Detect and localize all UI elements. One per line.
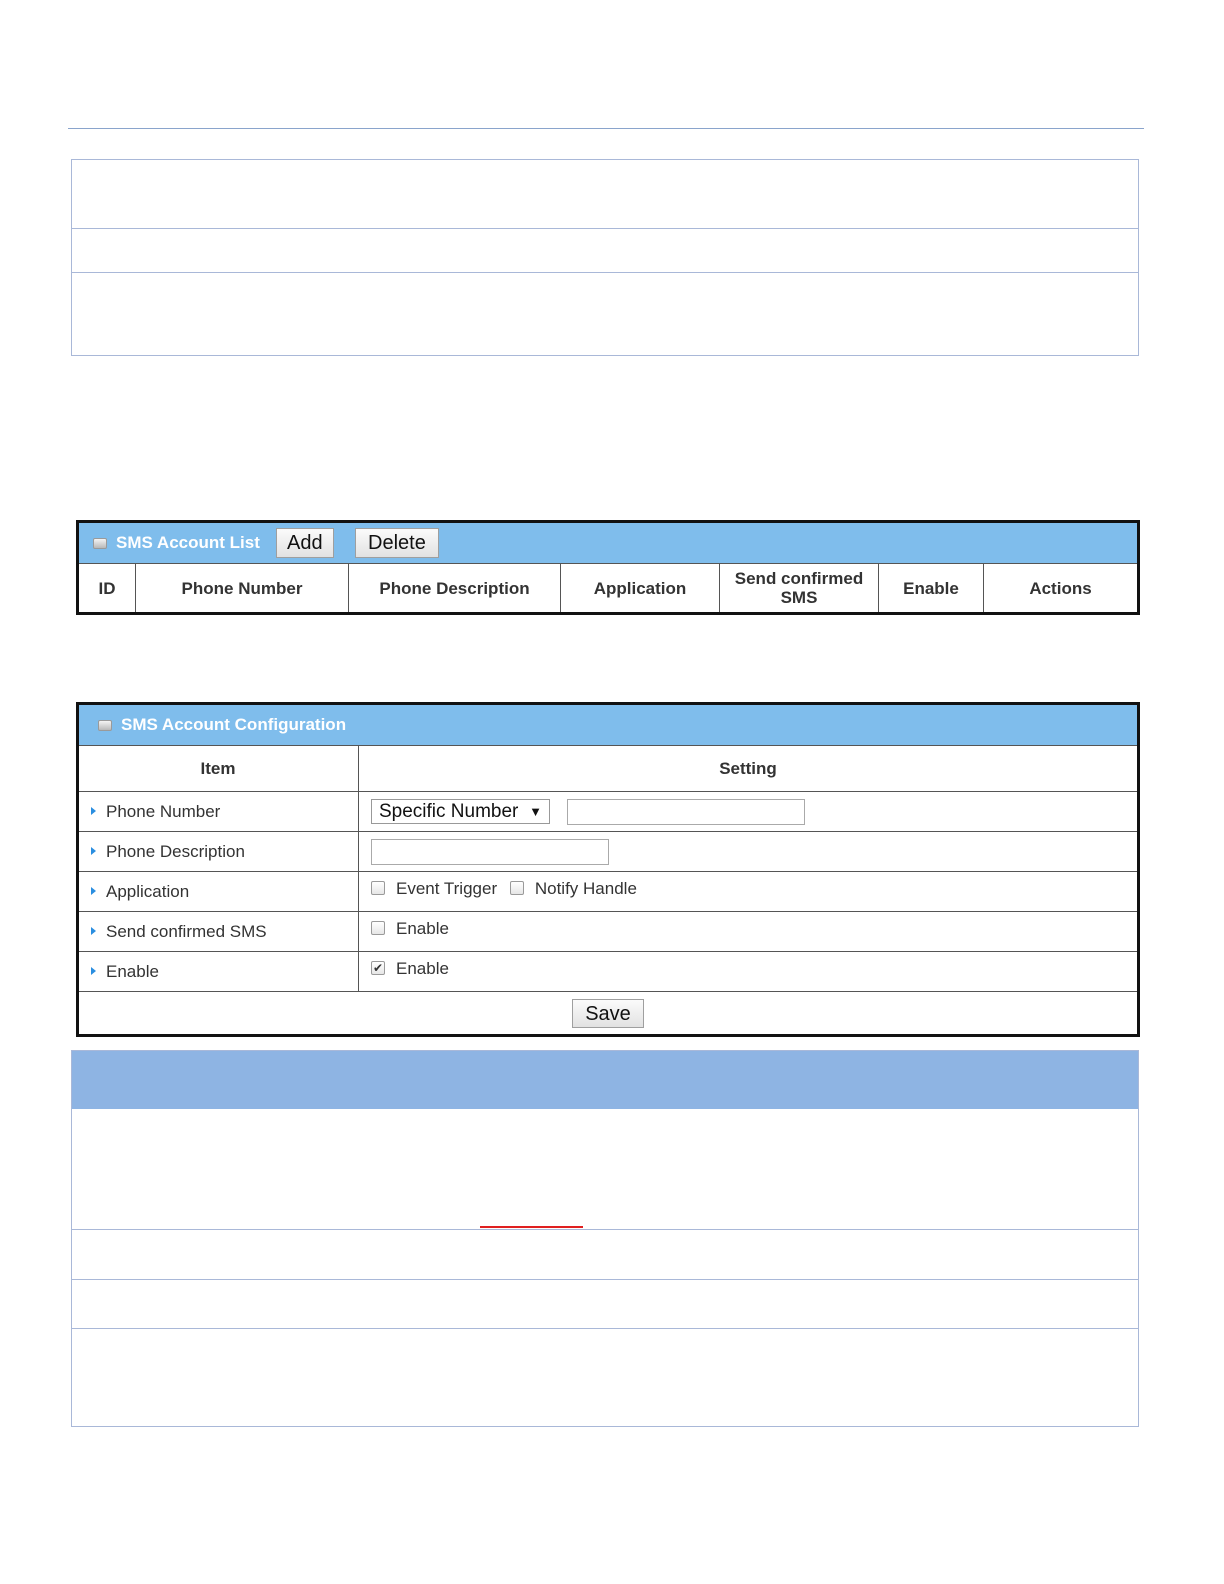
- phone-description-label: Phone Description: [106, 841, 245, 861]
- select-value: Specific Number: [379, 800, 519, 822]
- top-divider: [68, 128, 1144, 129]
- send-confirmed-enable-checkbox[interactable]: [371, 921, 385, 935]
- config-row-application: [79, 872, 1137, 912]
- info-row: [72, 228, 1138, 272]
- info-row: [72, 1109, 1138, 1229]
- config-row-phone-number: [79, 792, 1137, 832]
- caret-right-icon: [91, 807, 96, 815]
- sms-account-list-panel: [76, 520, 1140, 615]
- panel-bullet-icon: [93, 538, 107, 549]
- info-row: [72, 1328, 1138, 1426]
- enable-setting: [359, 952, 1138, 992]
- send-confirmed-sms-setting: [359, 912, 1138, 952]
- red-underline-mark: [480, 1226, 583, 1228]
- caret-right-icon: [91, 887, 96, 895]
- panel-title: SMS Account Configuration: [121, 715, 347, 734]
- column-header-send-confirmed-sms: Send confirmed SMS: [720, 564, 879, 613]
- config-row-enable: [79, 952, 1137, 992]
- column-header-phone-description: Phone Description: [349, 564, 561, 613]
- row-label: [79, 912, 359, 952]
- sms-account-list-table: [79, 563, 1137, 612]
- config-row-phone-description: [79, 832, 1137, 872]
- dropdown-arrow-icon: ▼: [529, 804, 542, 819]
- info-table-bottom: [71, 1050, 1139, 1427]
- caret-right-icon: [91, 967, 96, 975]
- config-row-send-confirmed-sms: [79, 912, 1137, 952]
- info-table-header: [72, 1051, 1138, 1109]
- save-cell: [79, 992, 1137, 1035]
- table-header-row: [79, 564, 1137, 613]
- sms-account-list-header: [79, 523, 1137, 563]
- phone-number-input[interactable]: [567, 799, 805, 825]
- enable-checkbox[interactable]: [371, 961, 385, 975]
- sms-account-configuration-panel: [76, 702, 1140, 1037]
- configuration-table: [79, 745, 1137, 1034]
- phone-number-type-select[interactable]: [371, 799, 550, 824]
- checkmark-icon: ✔: [372, 961, 384, 976]
- row-label: [79, 832, 359, 872]
- sms-account-configuration-header: [79, 705, 1137, 745]
- save-button[interactable]: Save: [572, 999, 644, 1028]
- notify-handle-checkbox[interactable]: [510, 881, 524, 895]
- info-row: [72, 1279, 1138, 1328]
- row-label: [79, 872, 359, 912]
- application-label: Application: [106, 881, 190, 901]
- send-confirmed-sms-label: Send confirmed SMS: [106, 921, 267, 941]
- enable-option-label: Enable: [396, 959, 449, 979]
- panel-bullet-icon: [98, 720, 112, 731]
- info-table-top: [71, 159, 1139, 356]
- application-setting: [359, 872, 1138, 912]
- phone-number-setting: [359, 792, 1138, 832]
- info-row: [72, 1229, 1138, 1279]
- phone-description-input[interactable]: [371, 839, 609, 865]
- config-save-row: [79, 992, 1137, 1035]
- phone-description-setting: [359, 832, 1138, 872]
- row-label: [79, 952, 359, 992]
- config-header-row: [79, 746, 1137, 792]
- caret-right-icon: [91, 847, 96, 855]
- delete-button[interactable]: Delete: [355, 528, 439, 558]
- column-header-id: ID: [79, 564, 136, 613]
- info-row: [72, 272, 1138, 355]
- column-header-enable: Enable: [879, 564, 984, 613]
- add-button[interactable]: Add: [276, 528, 334, 558]
- event-trigger-checkbox[interactable]: [371, 881, 385, 895]
- column-header-phone-number: Phone Number: [136, 564, 349, 613]
- setting-header: Setting: [359, 746, 1138, 792]
- send-confirmed-enable-label: Enable: [396, 919, 449, 939]
- enable-label: Enable: [106, 961, 159, 981]
- row-label: [79, 792, 359, 832]
- notify-handle-label: Notify Handle: [534, 879, 637, 899]
- item-header: Item: [79, 746, 359, 792]
- info-row: [72, 160, 1138, 228]
- phone-number-label: Phone Number: [106, 801, 221, 821]
- caret-right-icon: [91, 927, 96, 935]
- column-header-application: Application: [561, 564, 720, 613]
- panel-title: SMS Account List: [116, 533, 260, 552]
- event-trigger-label: Event Trigger: [396, 879, 498, 899]
- column-header-actions: Actions: [984, 564, 1138, 613]
